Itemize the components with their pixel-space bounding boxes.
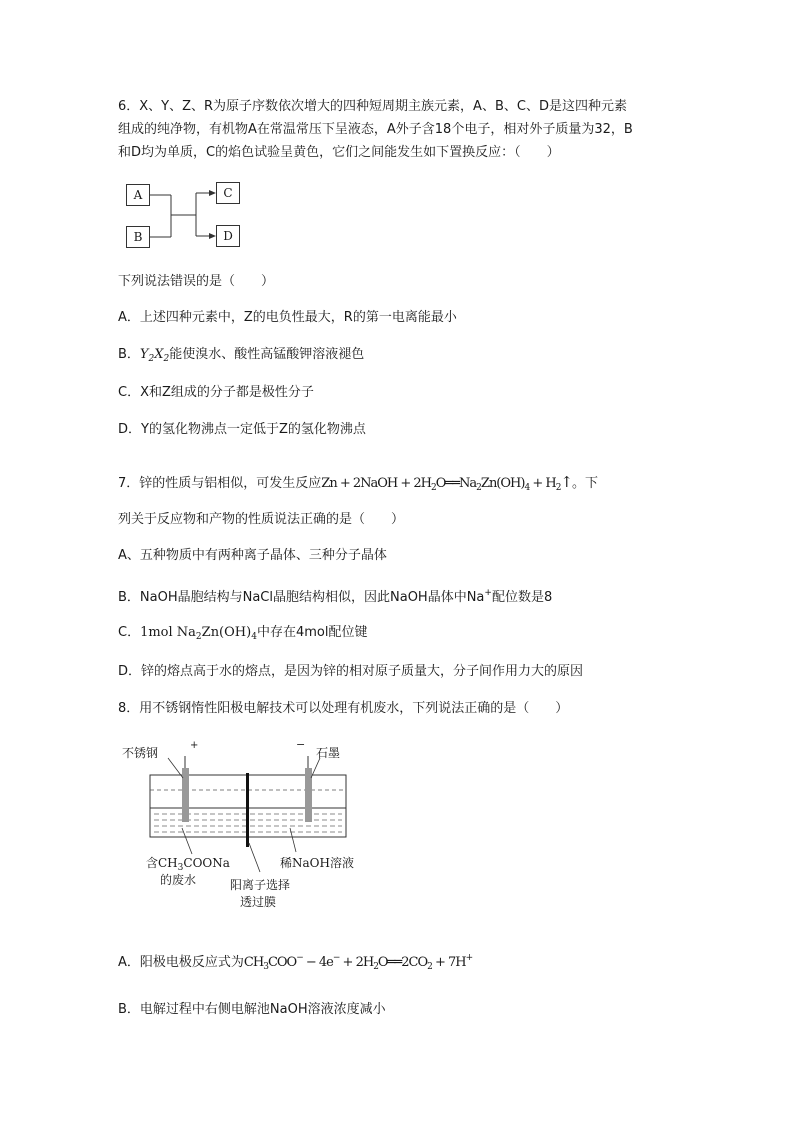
- gas-arrow-icon: ↑: [560, 473, 572, 491]
- formula-x: X: [154, 347, 164, 362]
- q7-stem-suffix: 。下: [572, 476, 599, 491]
- formula-sub: 4: [251, 632, 257, 642]
- q7-option-b: [118, 583, 552, 608]
- q7-option-b-text2: 配位数是8: [491, 590, 553, 605]
- q8-option-a-prefix: A．阳极电极反应式为: [118, 955, 244, 970]
- q7-stem-prefix: 7．锌的性质与铝相似，可发生反应: [118, 476, 322, 491]
- q7-option-c-text: 中存在4mol配位键: [256, 625, 368, 640]
- label-part: 含CH: [146, 856, 178, 870]
- eq-sub: 2: [476, 483, 481, 493]
- reaction-flow-diagram: [124, 180, 254, 252]
- q8-equation: [244, 955, 472, 970]
- label-cathode-minus: −: [296, 738, 306, 751]
- q7-option-c-prefix: C．: [118, 625, 141, 640]
- formula-sub: 2: [195, 632, 202, 642]
- eq-sub: 2: [431, 483, 436, 493]
- q6-stem-line1: 6．X、Y、Z、R为原子序数依次增大的四种短周期主族元素，A、B、C、D是这四种元素: [118, 99, 627, 114]
- q6-option-b-prefix: B．: [118, 347, 140, 362]
- q7-equation: [321, 473, 572, 493]
- eq-sup: −: [296, 953, 303, 963]
- box-a: A: [126, 184, 150, 206]
- box-c: C: [216, 182, 240, 204]
- eq-sub: 2: [555, 483, 561, 493]
- q7-stem-line2: 列关于反应物和产物的性质说法正确的是（ ）: [118, 512, 405, 527]
- label-graphite: 石墨: [316, 746, 341, 760]
- eq-part: + 7H: [431, 955, 466, 970]
- q7-option-b-text1: B．NaOH晶胞结构与NaCl晶胞结构相似，因此NaOH晶体中Na: [118, 590, 485, 605]
- q6-stem-line2: 组成的纯净物，有机物A在常温常压下呈液态，A外子含18个电子，相对外子质量为32，B: [118, 122, 633, 137]
- label-membrane-line1: 阳离子选择: [230, 878, 291, 892]
- q6-option-a: A．上述四种元素中，Z的电负性最大，R的第一电离能最小: [118, 310, 457, 325]
- formula-part: 1mol Na: [140, 625, 196, 640]
- eq-sup: +: [465, 953, 473, 963]
- box-d: D: [216, 225, 240, 247]
- eq-part: + H: [529, 476, 556, 491]
- q7-option-c-formula: [140, 625, 257, 640]
- eq-part: + 2H: [339, 955, 374, 970]
- q7-stem-line1: [118, 472, 598, 498]
- label-anode-plus: +: [190, 740, 199, 751]
- eq-sub: 2: [373, 962, 378, 972]
- q8-stem: 8．用不锈钢惰性阳极电解技术可以处理有机废水，下列说法正确的是（ ）: [118, 701, 569, 716]
- formula-sub: 2: [163, 354, 170, 364]
- eq-sub: 4: [524, 483, 530, 493]
- formula-sub: 2: [148, 354, 155, 364]
- q6-option-b-text: 能使溴水、酸性高锰酸钾溶液褪色: [169, 347, 365, 362]
- reaction-connector-lines: [124, 180, 254, 252]
- charge-sup: +: [484, 588, 492, 598]
- eq-part: CH: [243, 955, 264, 970]
- label-membrane-line2: 透过膜: [240, 895, 277, 909]
- eq-part: COO: [267, 955, 297, 970]
- q6-option-b: [118, 345, 364, 369]
- eq-sub: 3: [263, 962, 268, 972]
- eq-sup: −: [332, 953, 340, 963]
- q7-option-a: A、五种物质中有两种离子晶体、三种分子晶体: [118, 548, 387, 563]
- q6-stem-line3: 和D均为单质，C的焰色试验呈黄色，它们之间能发生如下置换反应：（ ）: [118, 145, 560, 160]
- q6-option-c: C．X和Z组成的分子都是极性分子: [118, 385, 314, 400]
- eq-part: O══2CO: [377, 955, 428, 970]
- box-b: B: [126, 226, 150, 248]
- label-sub: 3: [177, 863, 184, 873]
- eq-part: − 4e: [302, 955, 333, 970]
- eq-part: Zn + 2NaOH + 2H: [321, 476, 431, 491]
- q8-option-a: [118, 948, 472, 977]
- label-part: COONa: [183, 856, 230, 870]
- q6-option-d: D．Y的氢化物沸点一定低于Z的氢化物沸点: [118, 422, 366, 437]
- eq-part: Zn(OH): [480, 476, 525, 491]
- q8-option-b: B．电解过程中右侧电解池NaOH溶液浓度减小: [118, 1002, 386, 1017]
- formula-y: Y: [139, 347, 149, 362]
- q7-option-d: D．锌的熔点高于水的熔点，是因为锌的相对原子质量大，分子间作用力大的原因: [118, 664, 584, 679]
- label-dilute-naoh: 稀NaOH溶液: [280, 856, 354, 870]
- label-stainless-steel: 不锈钢: [122, 746, 159, 760]
- electrolysis-cell-diagram: [120, 738, 380, 918]
- eq-sub: 2: [427, 962, 432, 972]
- q7-option-c: [118, 623, 367, 647]
- label-wastewater-line2: 的废水: [160, 873, 197, 887]
- q6-prompt: 下列说法错误的是（ ）: [118, 274, 275, 289]
- eq-part: O══Na: [435, 476, 477, 491]
- formula-part: Zn(OH): [201, 625, 252, 640]
